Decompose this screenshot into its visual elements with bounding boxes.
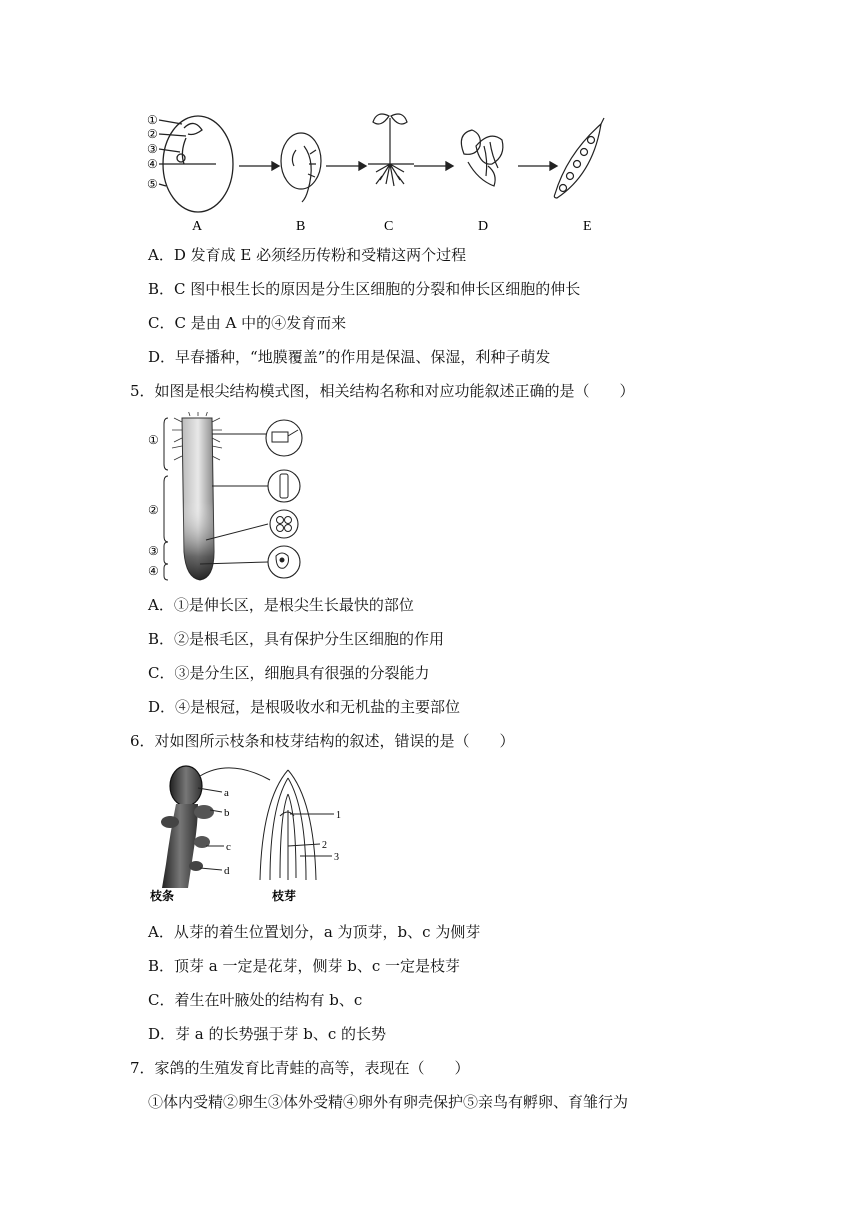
stage-label-c: C <box>384 219 394 234</box>
q6-option-a: A．从芽的着生位置划分，a 为顶芽，b、c 为侧芽 <box>148 923 481 941</box>
root-tip-figure <box>146 412 316 584</box>
q7-choices-line: ①体内受精②卵生③体外受精④卵外有卵壳保护⑤亲鸟有孵卵、育雏行为 <box>148 1093 629 1111</box>
branch-letter-c: c <box>226 841 231 853</box>
seedling-drawing <box>368 114 414 186</box>
stage-label-b: B <box>296 219 306 234</box>
region-brackets <box>164 418 168 580</box>
bud-number-3: 3 <box>334 852 339 863</box>
flower-drawing <box>461 130 503 186</box>
stage-label-a: A <box>192 219 203 234</box>
seed-marker-3: ③ <box>147 142 158 156</box>
q5-option-d: D．④是根冠，是根吸收水和无机盐的主要部位 <box>148 698 461 716</box>
q6-option-b: B．顶芽 a 一定是花芽，侧芽 b、c 一定是枝芽 <box>148 957 461 975</box>
region-marker-2: ② <box>148 503 159 517</box>
q4-option-c: C．C 是由 A 中的④发育而来 <box>148 314 347 332</box>
q6-option-c: C．着生在叶腋处的结构有 b、c <box>148 991 363 1009</box>
stage-label-e: E <box>583 219 592 234</box>
seed-marker-5: ⑤ <box>147 177 158 191</box>
q5-stem: 5．如图是根尖结构模式图，相关结构名称和对应功能叙述正确的是（ ） <box>130 382 635 400</box>
q6-stem: 6．对如图所示枝条和枝芽结构的叙述，错误的是（ ） <box>130 732 515 750</box>
q5-option-b: B．②是根毛区，具有保护分生区细胞的作用 <box>148 630 445 648</box>
branch-and-bud-figure <box>148 764 368 904</box>
branch-letter-a: a <box>224 787 229 799</box>
germinating-seed-drawing <box>281 133 321 202</box>
q7-stem: 7．家鸽的生殖发育比青蛙的高等，表现在（ ） <box>130 1059 470 1077</box>
seed-marker-2: ② <box>147 127 158 141</box>
bud-section-drawing <box>260 770 316 880</box>
q4-option-d: D．早春播种，“地膜覆盖”的作用是保温、保湿，利种子萌发 <box>148 348 551 366</box>
branch-letter-b: b <box>224 807 230 819</box>
region-marker-4: ④ <box>148 564 159 578</box>
seed-drawing <box>159 116 233 212</box>
stage-label-d: D <box>478 219 489 234</box>
region-marker-1: ① <box>148 433 159 447</box>
q4-option-b: B．C 图中根生长的原因是分生区细胞的分裂和伸长区细胞的伸长 <box>148 280 581 298</box>
bud-caption: 枝芽 <box>272 889 297 903</box>
branch-drawing <box>161 766 214 888</box>
bud-number-2: 2 <box>322 840 327 851</box>
bud-number-1: 1 <box>336 810 341 821</box>
branch-letter-d: d <box>224 865 230 877</box>
seed-marker-4: ④ <box>147 157 158 171</box>
seed-marker-1: ① <box>147 113 158 127</box>
branch-leaders <box>198 768 270 870</box>
q4-option-a: A．D 发育成 E 必须经历传粉和受精这两个过程 <box>148 246 467 264</box>
branch-caption: 枝条 <box>150 889 175 903</box>
q5-option-a: A．①是伸长区，是根尖生长最快的部位 <box>148 596 414 614</box>
region-marker-3: ③ <box>148 544 159 558</box>
seed-development-figure <box>146 106 616 236</box>
q5-option-c: C．③是分生区，细胞具有很强的分裂能力 <box>148 664 430 682</box>
pea-pod-drawing <box>554 118 604 198</box>
q6-option-d: D．芽 a 的长势强于芽 b、c 的长势 <box>148 1025 387 1043</box>
cell-callouts <box>266 420 302 578</box>
